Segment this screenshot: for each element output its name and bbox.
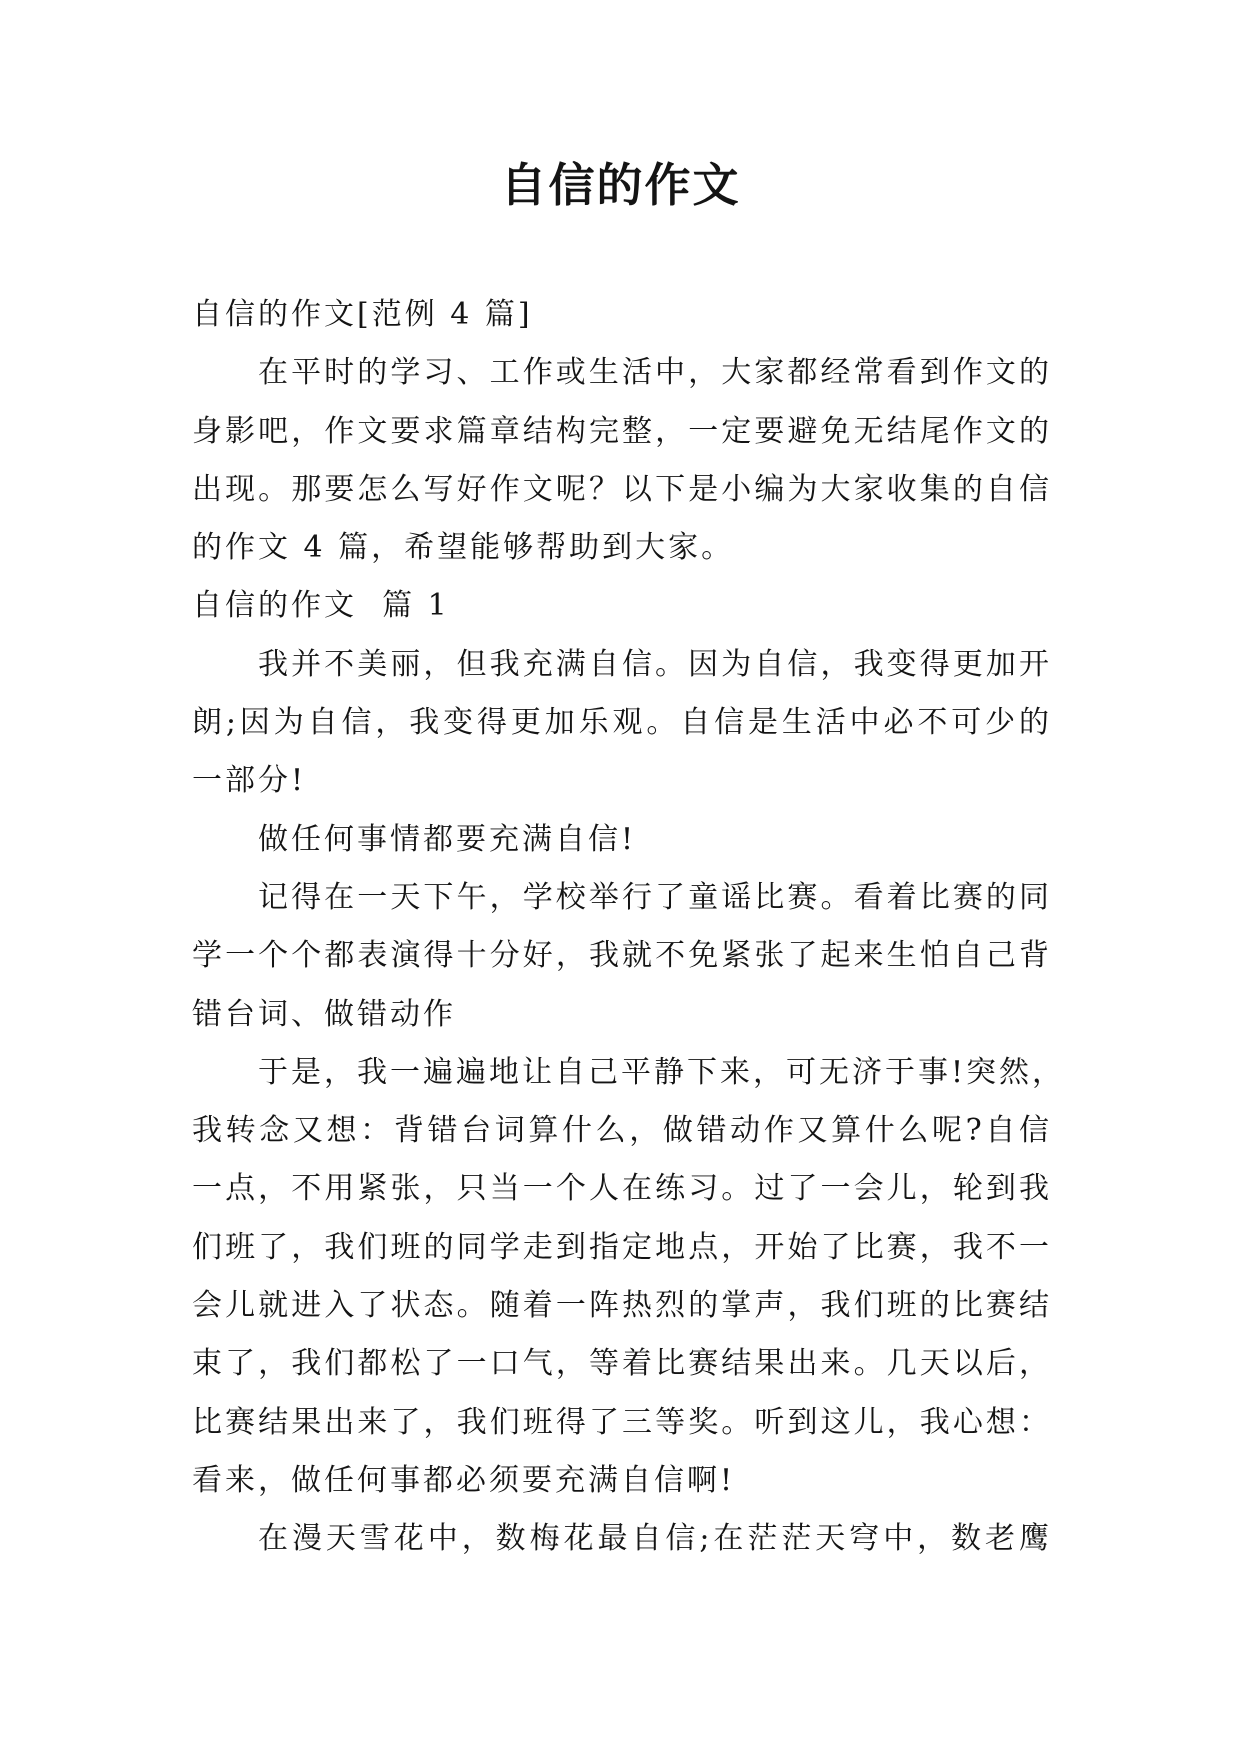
paragraph bbox=[192, 1510, 1052, 1568]
intro-paragraph bbox=[192, 344, 1052, 577]
text-line: 于是，我一遍遍地让自己平静下来，可无济于事!突然， bbox=[258, 1054, 1066, 1090]
text-line: 做任何事情都要充满自信! bbox=[258, 821, 637, 857]
paragraph bbox=[192, 811, 1052, 869]
text-line: 在平时的学习、工作或生活中，大家都经常看到作文的 bbox=[258, 355, 1052, 391]
text-line: 在漫天雪花中，数梅花最自信;在茫茫天穹中，数老鹰 bbox=[258, 1521, 1052, 1557]
document-body bbox=[192, 286, 1066, 1569]
text-line: 一部分! bbox=[192, 763, 307, 799]
text-line: 我转念又想：背错台词算什么，做错动作又算什么呢?自信 bbox=[192, 1113, 1052, 1149]
text-line: 我并不美丽，但我充满自信。因为自信，我变得更加开 bbox=[258, 646, 1052, 682]
text-line: 会儿就进入了状态。随着一阵热烈的掌声，我们班的比赛结 bbox=[192, 1288, 1052, 1324]
text-line: 出现。那要怎么写好作文呢？以下是小编为大家收集的自信 bbox=[192, 471, 1052, 507]
text-line: 束了，我们都松了一口气，等着比赛结果出来。几天以后， bbox=[192, 1346, 1052, 1382]
text-line: 学一个个都表演得十分好，我就不免紧张了起来生怕自己背 bbox=[192, 938, 1052, 974]
paragraph bbox=[192, 636, 1052, 811]
text-line: 错台词、做错动作 bbox=[192, 996, 456, 1032]
paragraph bbox=[192, 1044, 1066, 1510]
paragraph bbox=[192, 869, 1052, 1044]
text-line: 的作文 4 篇，希望能够帮助到大家。 bbox=[192, 530, 735, 566]
text-line: 记得在一天下午，学校举行了童谣比赛。看着比赛的同 bbox=[258, 879, 1052, 915]
section-heading: 自信的作文 篇 1 bbox=[192, 588, 450, 624]
document-heading: 自信的作文[范例 4 篇] bbox=[192, 297, 533, 332]
document-title: 自信的作文 bbox=[500, 158, 741, 212]
text-line: 身影吧，作文要求篇章结构完整，一定要避免无结尾作文的 bbox=[192, 413, 1052, 449]
text-line: 一点，不用紧张，只当一个人在练习。过了一会儿，轮到我 bbox=[192, 1171, 1052, 1207]
text-line: 朗;因为自信，我变得更加乐观。自信是生活中必不可少的 bbox=[192, 705, 1052, 741]
text-line: 比赛结果出来了，我们班得了三等奖。听到这儿，我心想： bbox=[192, 1404, 1052, 1440]
text-line: 看来，做任何事都必须要充满自信啊! bbox=[192, 1462, 736, 1498]
text-line: 们班了，我们班的同学走到指定地点，开始了比赛，我不一 bbox=[192, 1229, 1052, 1265]
